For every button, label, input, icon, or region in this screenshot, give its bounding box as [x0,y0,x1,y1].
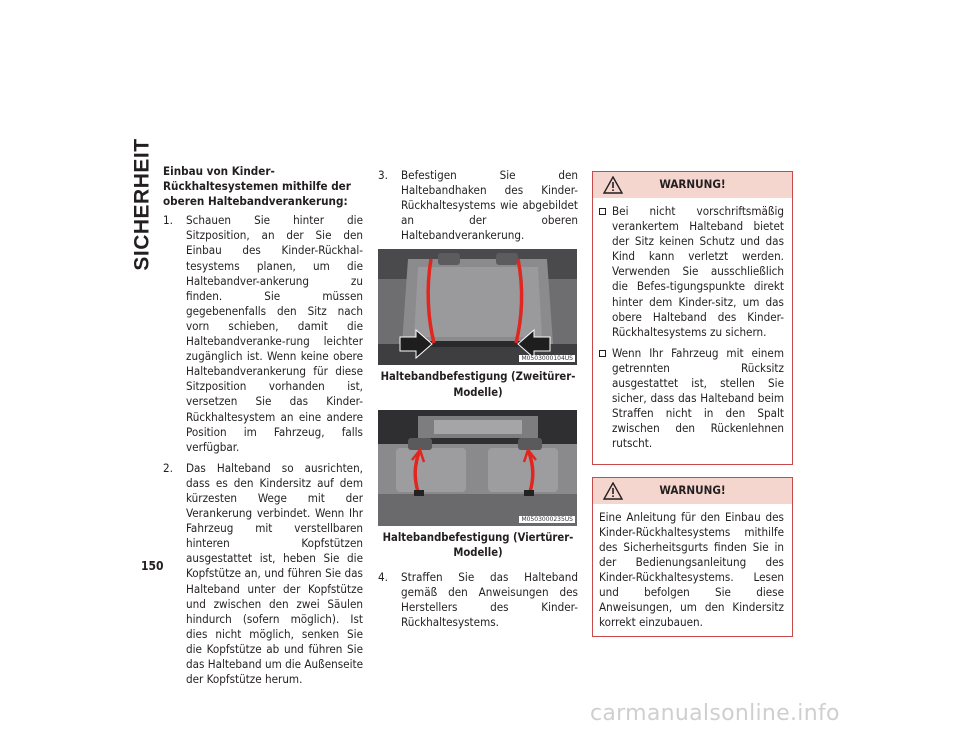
warning-box [592,477,793,638]
figure-caption: Haltebandbefestigung (Viertürer-Modelle) [382,530,574,559]
step-text: Das Halteband so ausrichten, dass es den Kindersitz auf dem kürzesten Wege mit der Verankerung verbindet. Wenn Ihr Fahrzeug mit verstellbaren hinteren Kopfstützen ausgestattet ist, heben Sie die Kopfstütze an, und führen Sie das Halteband unter der Kopfstütze und zwischen den zwei Säulen hindurch (sofern möglich). Ist dies nicht möglich, senken Sie die Kopfstütze ab und führen Sie das Halteband um die Außenseite der Kopfstütze herum. [186,460,363,687]
watermark: carmanualsonline.info [590,701,840,726]
warning-triangle-icon [603,176,623,194]
step-number: 2. [163,460,173,475]
step-text: Straffen Sie das Halteband gemäß den Anweisungen des Herstellers des Kinder-Rückhaltesystems. [401,569,578,630]
warning-bullet-text: Bei nicht vorschriftsmäßig verankertem Halteband bietet der Sitz keinen Schutz und das Kind kann verletzt werden. Verwenden Sie ausschließlich die Befes-tigungspunkte direkt hinter dem Kinder-sitz, um das obere Halteband des Kinder-Rückhaltesystems zu sichern. [612,204,784,339]
step-number: 3. [378,168,388,182]
figure-code: M0503000104US [521,355,573,363]
column-3 [592,171,793,649]
list-item [599,204,784,340]
figure-four-door [378,410,578,526]
step-text: Schauen Sie hinter die Sitzposition, an der Sie den Einbau des Kinder-Rückhal-tesystems planen, um die Haltebandver-ankerung zu finden. Sie müssen gegebenenfalls den Sitz nach vorn schieben, damit die Haltebandveranke-rung leichter zugänglich ist. Wenn keine obere Haltebandverankerung für diese Sitzposition vorhanden ist, versetzen Sie das Kinder-Rückhaltesystem an eine andere Position im Fahrzeug, falls verfügbar. [186,213,363,454]
section-tab-label: SICHERHEIT [130,138,154,272]
section-tab [127,138,157,272]
two-door-tether-photo [378,249,577,365]
step-number: 4. [378,569,388,584]
list-item [378,168,578,243]
column-2 [378,168,578,636]
bullet-square-icon [599,350,606,357]
warning-bullet-text: Wenn Ihr Fahrzeug mit einem getrennten Rücksitz ausgestattet ist, stellen Sie sicher, dass das Halteband beim Straffen nicht in den Spalt zwischen den Rückenlehnen rutscht. [612,345,784,451]
warning-title: WARNUNG! [659,177,726,192]
page-number: 150 [141,559,164,573]
list-item [163,461,363,687]
warning-body [593,198,792,464]
section-heading: Einbau von Kinder-Rückhaltesystemen mithilfe der oberen Haltebandverankerung: [163,164,351,209]
step-text: Befestigen Sie den Haltebandhaken des Kinder-Rückhaltesystems wie abgebildet an der oberen Haltebandverankerung. [401,168,578,243]
warning-header [593,478,792,504]
figure-two-door [378,249,578,365]
four-door-tether-photo [378,410,577,526]
figure-caption: Haltebandbefestigung (Zweitürer-Modelle) [380,370,576,399]
warning-triangle-icon [603,482,623,500]
warning-body: Eine Anleitung für den Einbau des Kinder-Rückhaltesystems mithilfe des Sicherheitsgurts finden Sie in der Bedienungsanleitung des Kinder-Rückhaltesystems. Lesen und befolgen Sie diese Anweisungen, um den Kindersitz korrekt einzubauen. [599,509,784,630]
warning-box [592,171,793,465]
warning-title: WARNUNG! [659,482,726,497]
list-item [599,346,784,452]
list-item [163,213,363,455]
warning-header [593,172,792,198]
list-item [378,570,578,630]
bullet-square-icon [599,208,606,215]
column-1 [163,164,363,693]
step-number: 1. [163,213,173,228]
figure-code: M0503000235US [521,515,573,523]
